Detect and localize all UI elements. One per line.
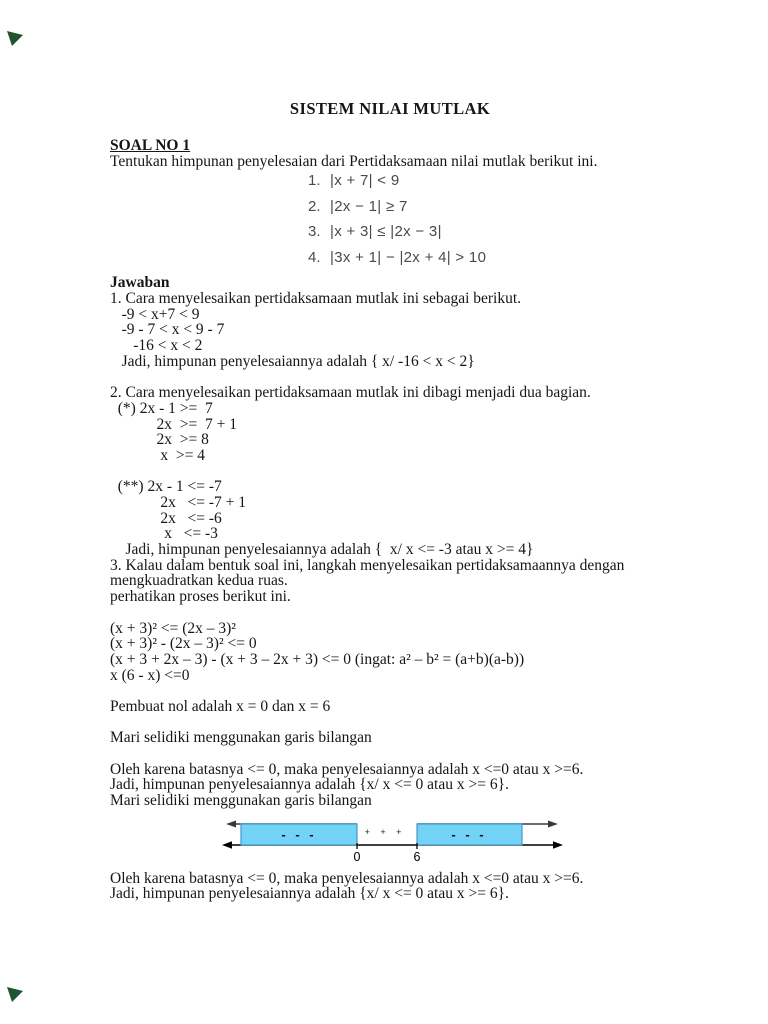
page-title: SISTEM NILAI MUTLAK bbox=[289, 99, 491, 118]
problem-heading: SOAL NO 1 bbox=[110, 137, 191, 154]
text-line: x (6 - x) <=0 bbox=[110, 666, 190, 684]
equation-row bbox=[308, 198, 670, 224]
equation-number: 3. bbox=[308, 223, 321, 241]
text-line: perhatikan proses berikut ini. bbox=[110, 588, 291, 606]
text-line bbox=[110, 605, 670, 621]
right-box-arrow-icon bbox=[548, 820, 558, 827]
text-line: (**) 2x - 1 <= -7 bbox=[110, 478, 222, 496]
equation-number: 2. bbox=[308, 197, 321, 215]
left-box-arrow-icon bbox=[226, 820, 236, 827]
answer-heading: Jawaban bbox=[110, 274, 170, 292]
text-line bbox=[110, 370, 670, 386]
text-line bbox=[110, 683, 670, 699]
corner-mark-bottom-icon bbox=[6, 985, 24, 1003]
equation-text: |3x + 1| − |2x + 4| > 10 bbox=[330, 248, 487, 266]
number-line-svg bbox=[222, 814, 564, 864]
text-line: Jadi, himpunan penyelesaiannya adalah {x/ x <= 0 atau x >= 6}. bbox=[110, 885, 509, 903]
text-line: Mari selidiki menggunakan garis bilangan bbox=[110, 792, 372, 810]
text-line: Oleh karena batasnya <= 0, maka penyelesaiannya adalah x <=0 atau x >=6. bbox=[110, 869, 584, 887]
text-line: 2x >= 7 + 1 bbox=[110, 415, 237, 433]
text-line: 2. Cara menyelesaikan pertidaksamaan mutlak ini dibagi menjadi dua bagian. bbox=[110, 384, 591, 402]
equation-number: 1. bbox=[308, 172, 321, 190]
text-line: 3. Kalau dalam bentuk soal ini, langkah menyelesaikan pertidaksamaannya dengan bbox=[110, 556, 625, 574]
text-line bbox=[110, 715, 670, 731]
answer-body bbox=[110, 291, 670, 809]
equation-text: |2x − 1| ≥ 7 bbox=[330, 197, 408, 215]
right-box-sign-label: - - - bbox=[451, 826, 487, 842]
text-line: -9 - 7 < x < 9 - 7 bbox=[110, 321, 225, 339]
text-line: -16 < x < 2 bbox=[110, 337, 203, 355]
text-line: Jadi, himpunan penyelesaiannya adalah { x/ x <= -3 atau x >= 4} bbox=[110, 541, 534, 559]
equation-text: |x + 3| ≤ |2x − 3| bbox=[330, 223, 442, 241]
text-line: Pembuat nol adalah x = 0 dan x = 6 bbox=[110, 697, 331, 715]
text-line: 1. Cara menyelesaikan pertidaksamaan mutlak ini sebagai berikut. bbox=[110, 290, 522, 308]
text-line: Oleh karena batasnya <= 0, maka penyelesaiannya adalah x <=0 atau x >=6. bbox=[110, 760, 584, 778]
text-line: (x + 3 + 2x – 3) - (x + 3 – 2x + 3) <= 0 (ingat: a² – b² = (a+b)(a-b)) bbox=[110, 650, 525, 668]
text-line: (x + 3)² <= (2x – 3)² bbox=[110, 619, 236, 637]
text-line bbox=[110, 746, 670, 762]
six-label: 6 bbox=[413, 849, 421, 864]
text-line: 2x >= 8 bbox=[110, 431, 209, 449]
number-line-diagram bbox=[222, 814, 564, 864]
text-line: -9 < x+7 < 9 bbox=[110, 305, 200, 323]
equation-row bbox=[308, 223, 670, 249]
text-line bbox=[110, 464, 670, 480]
page-content bbox=[110, 100, 670, 902]
axis-left-arrow-icon bbox=[222, 841, 232, 849]
equation-number: 4. bbox=[308, 248, 321, 266]
corner-mark-top-icon bbox=[6, 29, 24, 47]
equation-text: |x + 7| < 9 bbox=[330, 172, 400, 190]
problem-intro: Tentukan himpunan penyelesaian dari Pertidaksamaan nilai mutlak berikut ini. bbox=[110, 152, 598, 170]
text-line: 2x <= -7 + 1 bbox=[110, 494, 247, 511]
text-line: x >= 4 bbox=[110, 446, 205, 464]
text-line: Mari selidiki menggunakan garis bilangan bbox=[110, 729, 372, 747]
text-line: 2x <= -6 bbox=[110, 509, 222, 527]
left-box-sign-label: - - - bbox=[281, 826, 317, 842]
equation-row bbox=[308, 172, 670, 198]
text-line: mengkuadratkan kedua ruas. bbox=[110, 572, 288, 590]
axis-right-arrow-icon bbox=[553, 841, 563, 849]
text-line: Jadi, himpunan penyelesaiannya adalah { x/ -16 < x < 2} bbox=[110, 352, 475, 370]
text-line: x <= -3 bbox=[110, 525, 218, 543]
zero-label: 0 bbox=[353, 849, 361, 864]
equation-list bbox=[308, 172, 670, 274]
equation-row bbox=[308, 249, 670, 275]
text-line: (x + 3)² - (2x – 3)² <= 0 bbox=[110, 635, 257, 653]
text-line: Jadi, himpunan penyelesaiannya adalah {x/ x <= 0 atau x >= 6}. bbox=[110, 776, 509, 794]
footer-body bbox=[110, 871, 670, 902]
text-line: (*) 2x - 1 >= 7 bbox=[110, 399, 213, 417]
middle-sign-label: + + + bbox=[364, 826, 406, 837]
